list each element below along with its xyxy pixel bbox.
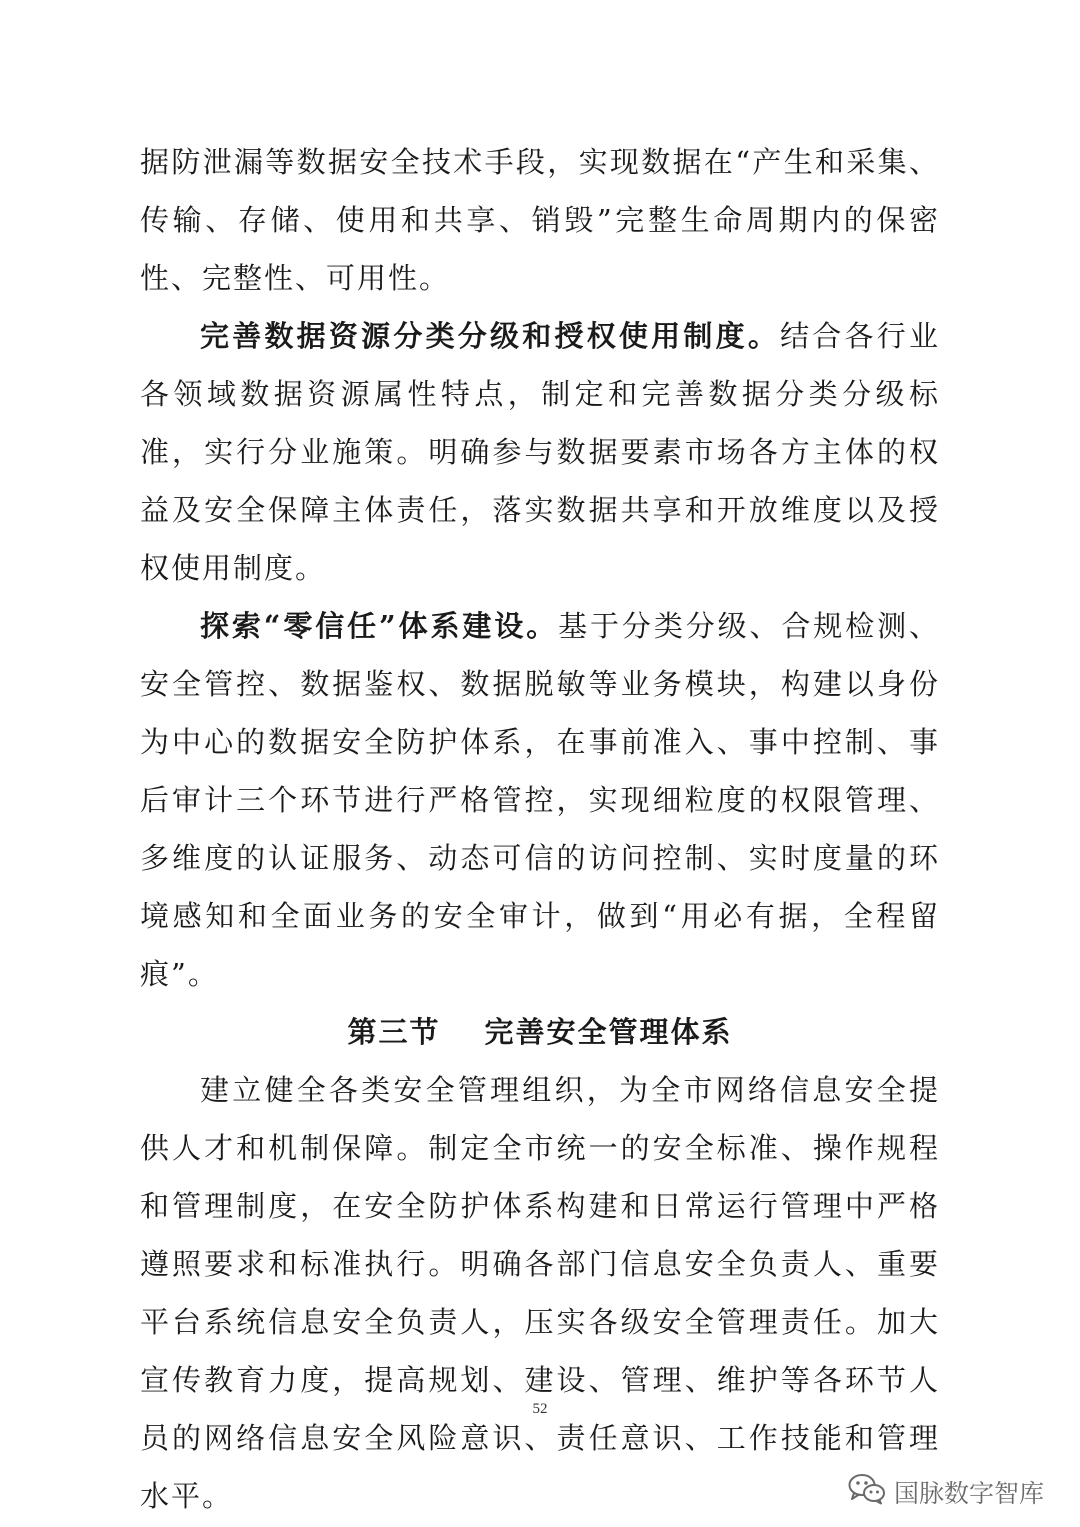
- document-body: [140, 133, 940, 1525]
- paragraph-security-management: [140, 1061, 940, 1525]
- watermark-text: 国脉数字智库: [893, 1479, 1044, 1508]
- watermark: [848, 1472, 1044, 1512]
- paragraph-lead: 探索“零信任”体系建设。: [200, 609, 559, 643]
- paragraph-lead: 完善数据资源分类分级和授权使用制度。: [200, 319, 781, 353]
- paragraph-text: 结合各行业各领域数据资源属性特点，制定和完善数据分类分级标准，实行分业施策。明确参与数据要素市场各方主体的权益及安全保障主体责任，落实数据共享和开放维度以及授权使用制度。: [140, 319, 940, 585]
- paragraph-zero-trust: [140, 597, 940, 1003]
- section-number: 第三节: [347, 1015, 441, 1049]
- section-title: 完善安全管理体系: [484, 1015, 733, 1049]
- paragraph-text: 据防泄漏等数据安全技术手段，实现数据在“产生和采集、传输、存储、使用和共享、销毁”完整生命周期内的保密性、完整性、可用性。: [140, 145, 940, 295]
- page-number: 52: [532, 1401, 548, 1417]
- paragraph-data-classification: [140, 307, 940, 597]
- paragraph-continued: [140, 133, 940, 307]
- paragraph-text: 建立健全各类安全管理组织，为全市网络信息安全提供人才和机制保障。制定全市统一的安全标准、操作规程和管理制度，在安全防护体系构建和日常运行管理中严格遵照要求和标准执行。明确各部门信息安全负责人、重要平台系统信息安全负责人，压实各级安全管理责任。加大宣传教育力度，提高规划、建设、管理、维护等各环节人员的网络信息安全风险意识、责任意识、工作技能和管理水平。: [140, 1073, 940, 1513]
- section-heading: [140, 1003, 940, 1061]
- paragraph-text: 基于分类分级、合规检测、安全管控、数据鉴权、数据脱敏等业务模块，构建以身份为中心的数据安全防护体系，在事前准入、事中控制、事后审计三个环节进行严格管控，实现细粒度的权限管理、多维度的认证服务、动态可信的访问控制、实时度量的环境感知和全面业务的安全审计，做到“用必有据，全程留痕”。: [140, 609, 940, 991]
- wechat-icon: [848, 1473, 886, 1511]
